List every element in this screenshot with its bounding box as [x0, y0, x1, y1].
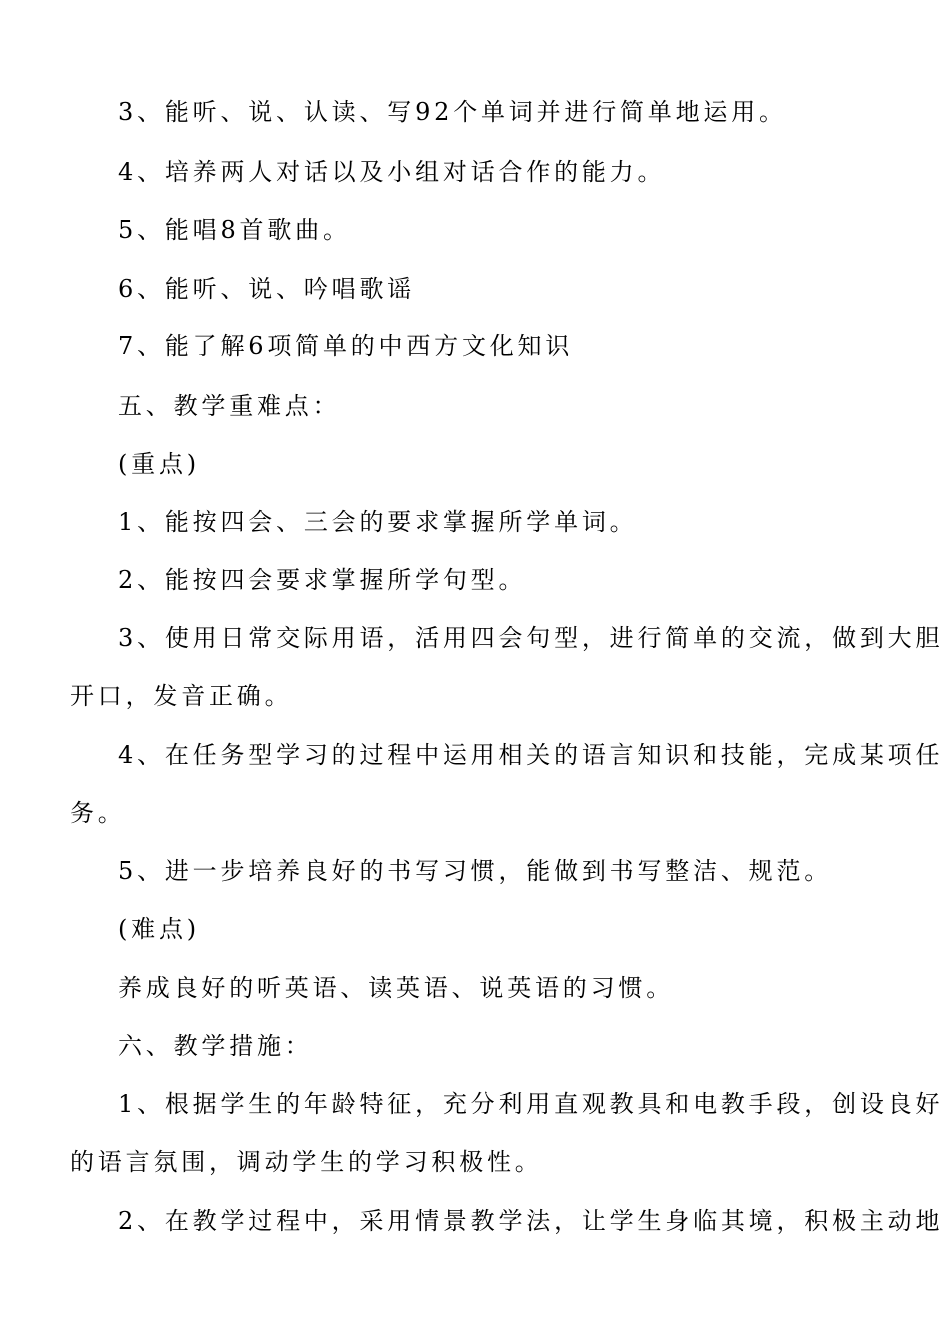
list-item-6	[118, 260, 882, 318]
text-line: 2、能按四会要求掌握所学句型。	[118, 566, 527, 594]
measure-1-line-2	[70, 1133, 882, 1191]
key-point-1	[118, 493, 882, 551]
subheading-line: (重点)	[118, 450, 200, 478]
key-point-5	[118, 842, 882, 900]
text-line: 的语言氛围，调动学生的学习积极性。	[70, 1148, 543, 1176]
text-line: 6、能听、说、吟唱歌谣	[118, 275, 416, 303]
text-line: 5、能唱8首歌曲。	[118, 216, 351, 244]
heading-line: 六、教学措施：	[118, 1032, 313, 1060]
list-item-3	[118, 83, 882, 141]
subheading-line: (难点)	[118, 915, 200, 943]
text-line: 开口，发音正确。	[70, 682, 293, 710]
measure-1-line-1	[118, 1075, 944, 1133]
subheading-key-points	[118, 435, 882, 493]
list-item-7	[118, 317, 882, 375]
text-line: 4、在任务型学习的过程中运用相关的语言知识和技能，完成某项任	[118, 741, 944, 769]
text-line: 4、培养两人对话以及小组对话合作的能力。	[118, 158, 666, 186]
key-point-4-line-1	[118, 726, 944, 784]
text-line: 养成良好的听英语、读英语、说英语的习惯。	[118, 974, 674, 1002]
text-line: 3、使用日常交际用语，活用四会句型，进行简单的交流，做到大胆	[118, 624, 944, 652]
heading-line: 五、教学重难点：	[118, 392, 341, 420]
text-line: 7、能了解6项简单的中西方文化知识	[118, 332, 574, 360]
text-line: 1、能按四会、三会的要求掌握所学单词。	[118, 508, 638, 536]
list-item-5	[118, 201, 882, 259]
subheading-difficult-points	[118, 900, 882, 958]
text-line: 2、在教学过程中，采用情景教学法，让学生身临其境，积极主动地	[118, 1207, 944, 1235]
key-point-3-line-2	[70, 667, 882, 725]
list-item-4	[118, 143, 882, 201]
section-heading-6	[118, 1017, 882, 1075]
measure-2-line-1	[118, 1192, 944, 1250]
text-line: 务。	[70, 799, 126, 827]
text-line: 5、进一步培养良好的书写习惯，能做到书写整洁、规范。	[118, 857, 833, 885]
difficult-point	[118, 959, 882, 1017]
text-line: 3、能听、说、认读、写92个单词并进行简单地运用。	[118, 98, 787, 126]
key-point-4-line-2	[70, 784, 882, 842]
key-point-3-line-1	[118, 609, 944, 667]
section-heading-5	[118, 377, 882, 435]
key-point-2	[118, 551, 882, 609]
text-line: 1、根据学生的年龄特征，充分利用直观教具和电教手段，创设良好	[118, 1090, 944, 1118]
